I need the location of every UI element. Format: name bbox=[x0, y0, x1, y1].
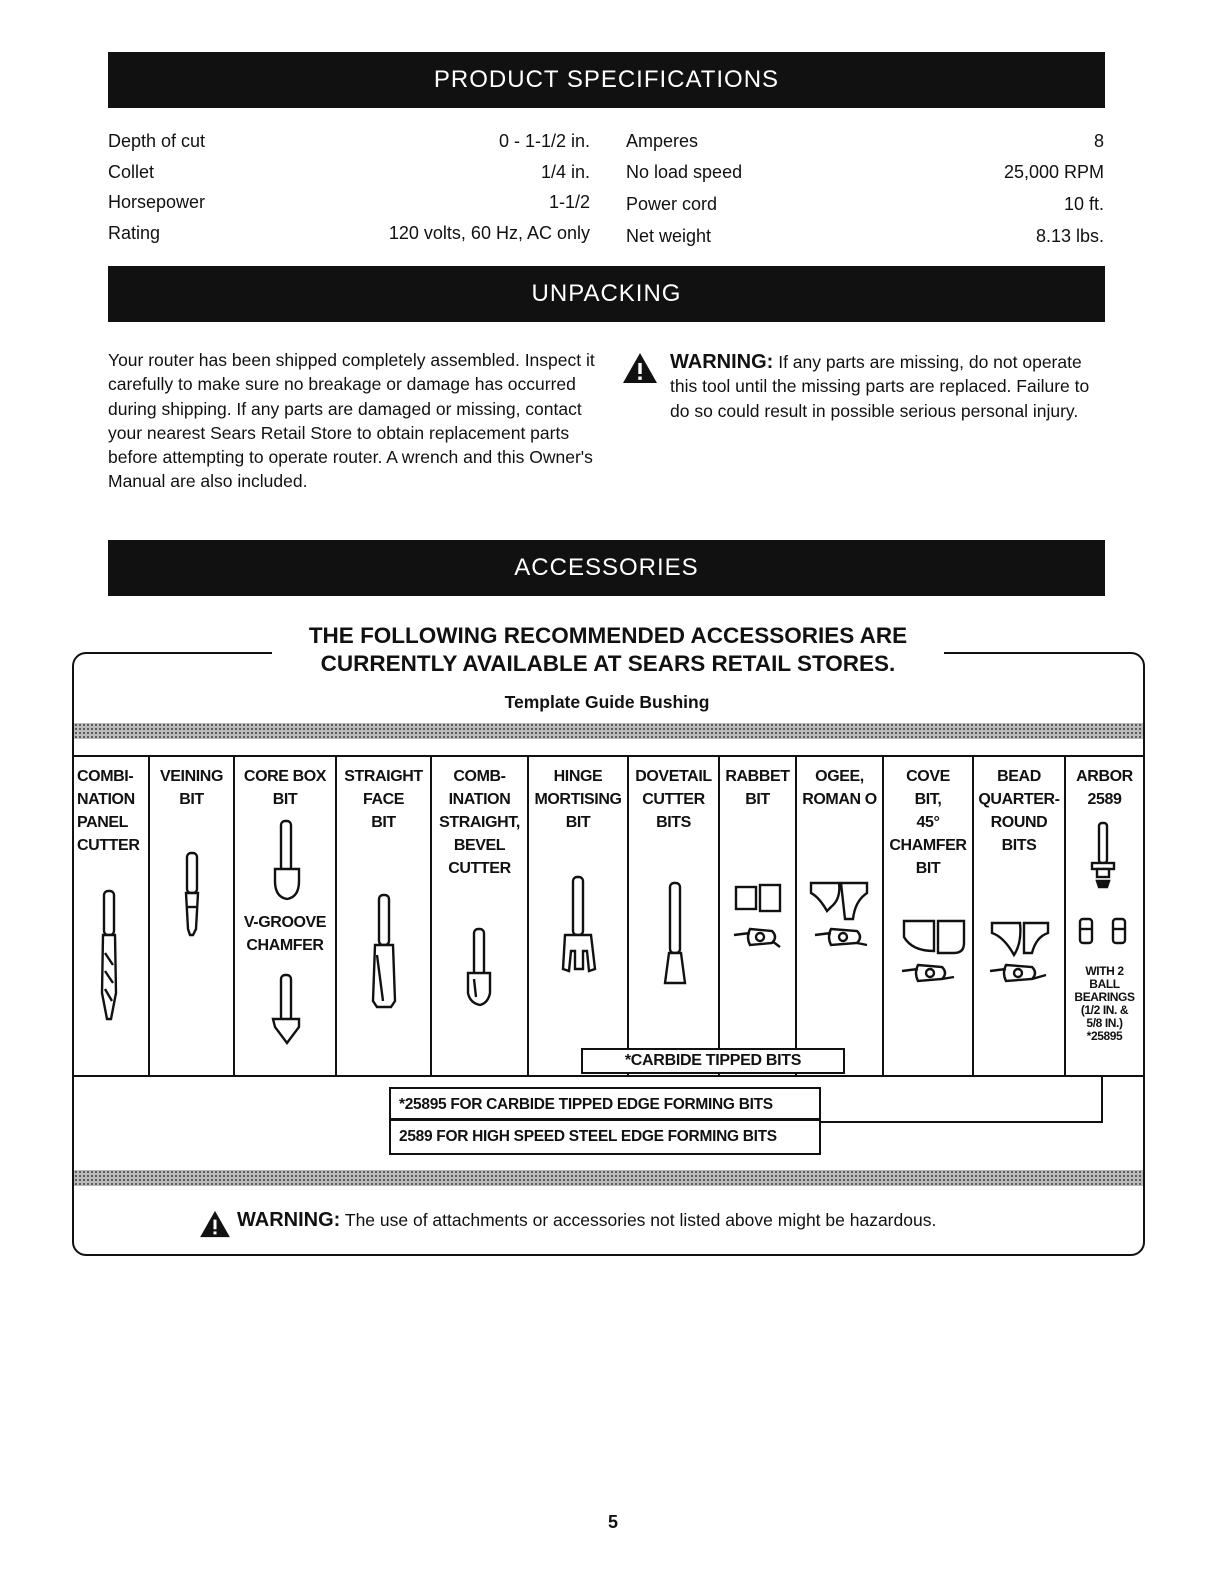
veining-bit-icon bbox=[150, 757, 235, 1075]
bushing-box bbox=[389, 1087, 821, 1155]
bit-cell bbox=[150, 757, 235, 1075]
bit-name: OGEE, ROMAN O bbox=[802, 768, 877, 808]
bushing-line: 2589 FOR HIGH SPEED STEEL EDGE FORMING BITS bbox=[399, 1128, 777, 1145]
template-guide-bushing-label: Template Guide Bushing bbox=[504, 692, 710, 712]
bit-cell bbox=[720, 757, 797, 1075]
warning-text: The use of attachments or accessories not listed above might be hazardous. bbox=[344, 1210, 937, 1230]
connector-line bbox=[1101, 1077, 1103, 1123]
spec-row bbox=[108, 157, 590, 187]
bit-name: COMB- INATION STRAIGHT, BEVEL CUTTER bbox=[439, 768, 520, 877]
dotted-band bbox=[74, 723, 1143, 739]
bit-cell bbox=[1066, 757, 1143, 1075]
unpacking-text: Your router has been shipped completely assembled. Inspect it carefully to make sure no breakage or damage has occurred during shipping. If any parts are damaged or missing, contact your nearest Sears Retail Store to obtain replacement parts before attempting to operate router. A wrench and this Owner's Manual are also included. bbox=[108, 350, 595, 492]
bit-name: CORE BOX BIT bbox=[243, 768, 327, 808]
spec-row bbox=[108, 187, 590, 217]
spec-row bbox=[626, 157, 1104, 187]
bead-quarter-round-bit-icon bbox=[974, 757, 1066, 1075]
accessories-warning bbox=[237, 1206, 936, 1234]
hinge-mortising-bit-icon bbox=[529, 757, 629, 1075]
spec-label: Horsepower bbox=[108, 192, 206, 212]
page-number: 5 bbox=[607, 1512, 618, 1532]
warning-label: WARNING: bbox=[670, 351, 774, 373]
bit-cell bbox=[432, 757, 529, 1075]
core-box-bit-icon bbox=[235, 757, 337, 1075]
unpacking-warning bbox=[670, 350, 1110, 423]
bit-name: HINGE MORTISING BIT bbox=[534, 768, 622, 831]
combination-bevel-cutter-icon bbox=[432, 757, 529, 1075]
spec-label: Rating bbox=[108, 223, 161, 243]
connector-line bbox=[821, 1121, 1103, 1123]
unpacking-header: UNPACKING bbox=[108, 266, 1105, 322]
product-specifications-header: PRODUCT SPECIFICATIONS bbox=[108, 52, 1105, 108]
cove-chamfer-bit-icon bbox=[884, 757, 974, 1075]
bit-second-name: V-GROOVE CHAMFER bbox=[243, 914, 327, 954]
bit-name: STRAIGHT FACE BIT bbox=[344, 768, 423, 831]
spec-row bbox=[626, 189, 1104, 219]
bit-cell bbox=[74, 757, 150, 1075]
combination-panel-cutter-icon bbox=[74, 757, 150, 1075]
bit-name: COVE BIT, 45° CHAMFER BIT bbox=[889, 768, 967, 877]
bit-cell bbox=[797, 757, 884, 1075]
accessories-heading: THE FOLLOWING RECOMMENDED ACCESSORIES ARE CURRENTLY AVAILABLE AT SEARS RETAIL STORES. bbox=[308, 623, 908, 676]
arbor-icon bbox=[1066, 757, 1143, 1075]
bit-cell bbox=[884, 757, 974, 1075]
bit-name: ARBOR 2589 bbox=[1076, 768, 1133, 808]
bushing-line: *25895 FOR CARBIDE TIPPED EDGE FORMING BITS bbox=[391, 1089, 819, 1121]
warning-label: WARNING: bbox=[237, 1209, 341, 1231]
spec-label: Power cord bbox=[626, 194, 718, 214]
bit-name: DOVETAIL CUTTER BITS bbox=[635, 768, 712, 831]
spec-value: 25,000 RPM bbox=[1003, 162, 1104, 182]
spec-value: 1/4 in. bbox=[540, 162, 590, 182]
bit-cell bbox=[337, 757, 432, 1075]
spec-row bbox=[108, 126, 590, 156]
bit-cell bbox=[974, 757, 1066, 1075]
straight-face-bit-icon bbox=[337, 757, 432, 1075]
bit-name: VEINING BIT bbox=[160, 768, 223, 808]
dotted-band bbox=[74, 1170, 1143, 1186]
spec-label: Collet bbox=[108, 162, 155, 182]
ogee-bit-icon bbox=[797, 757, 884, 1075]
bit-cell bbox=[235, 757, 337, 1075]
dovetail-cutter-icon bbox=[629, 757, 720, 1075]
spec-value: 8.13 lbs. bbox=[1035, 226, 1104, 246]
warning-text: If any parts are missing, do not operate this tool until the missing parts are replaced. Failure to do so could result in possible serious personal injury. bbox=[670, 352, 1090, 421]
arbor-note: WITH 2 BALL BEARINGS (1/2 IN. & 5/8 IN.) *25895 bbox=[1074, 964, 1135, 1043]
spec-row bbox=[626, 126, 1104, 156]
spec-label: Net weight bbox=[626, 226, 712, 246]
bits-table bbox=[74, 755, 1143, 1077]
spec-value: 10 ft. bbox=[1063, 194, 1104, 214]
spec-value: 120 volts, 60 Hz, AC only bbox=[388, 223, 590, 243]
warning-icon bbox=[199, 1210, 231, 1238]
bit-name: BEAD QUARTER- ROUND BITS bbox=[978, 768, 1060, 854]
spec-value: 1-1/2 bbox=[548, 192, 590, 212]
warning-icon bbox=[622, 352, 658, 384]
spec-label: Amperes bbox=[626, 131, 699, 151]
spec-label: No load speed bbox=[626, 162, 743, 182]
spec-label: Depth of cut bbox=[108, 131, 206, 151]
bit-cell bbox=[629, 757, 720, 1075]
bit-name: COMBI- NATION PANEL CUTTER bbox=[77, 768, 140, 854]
bit-name: RABBET BIT bbox=[725, 768, 790, 808]
carbide-tipped-bits-label: *CARBIDE TIPPED BITS bbox=[581, 1048, 845, 1074]
spec-row bbox=[108, 218, 590, 248]
spec-value: 0 - 1-1/2 in. bbox=[498, 131, 590, 151]
spec-row bbox=[626, 221, 1104, 251]
accessories-header: ACCESSORIES bbox=[108, 540, 1105, 596]
bit-cell bbox=[529, 757, 629, 1075]
rabbet-bit-icon bbox=[720, 757, 797, 1075]
spec-value: 8 bbox=[1093, 131, 1104, 151]
